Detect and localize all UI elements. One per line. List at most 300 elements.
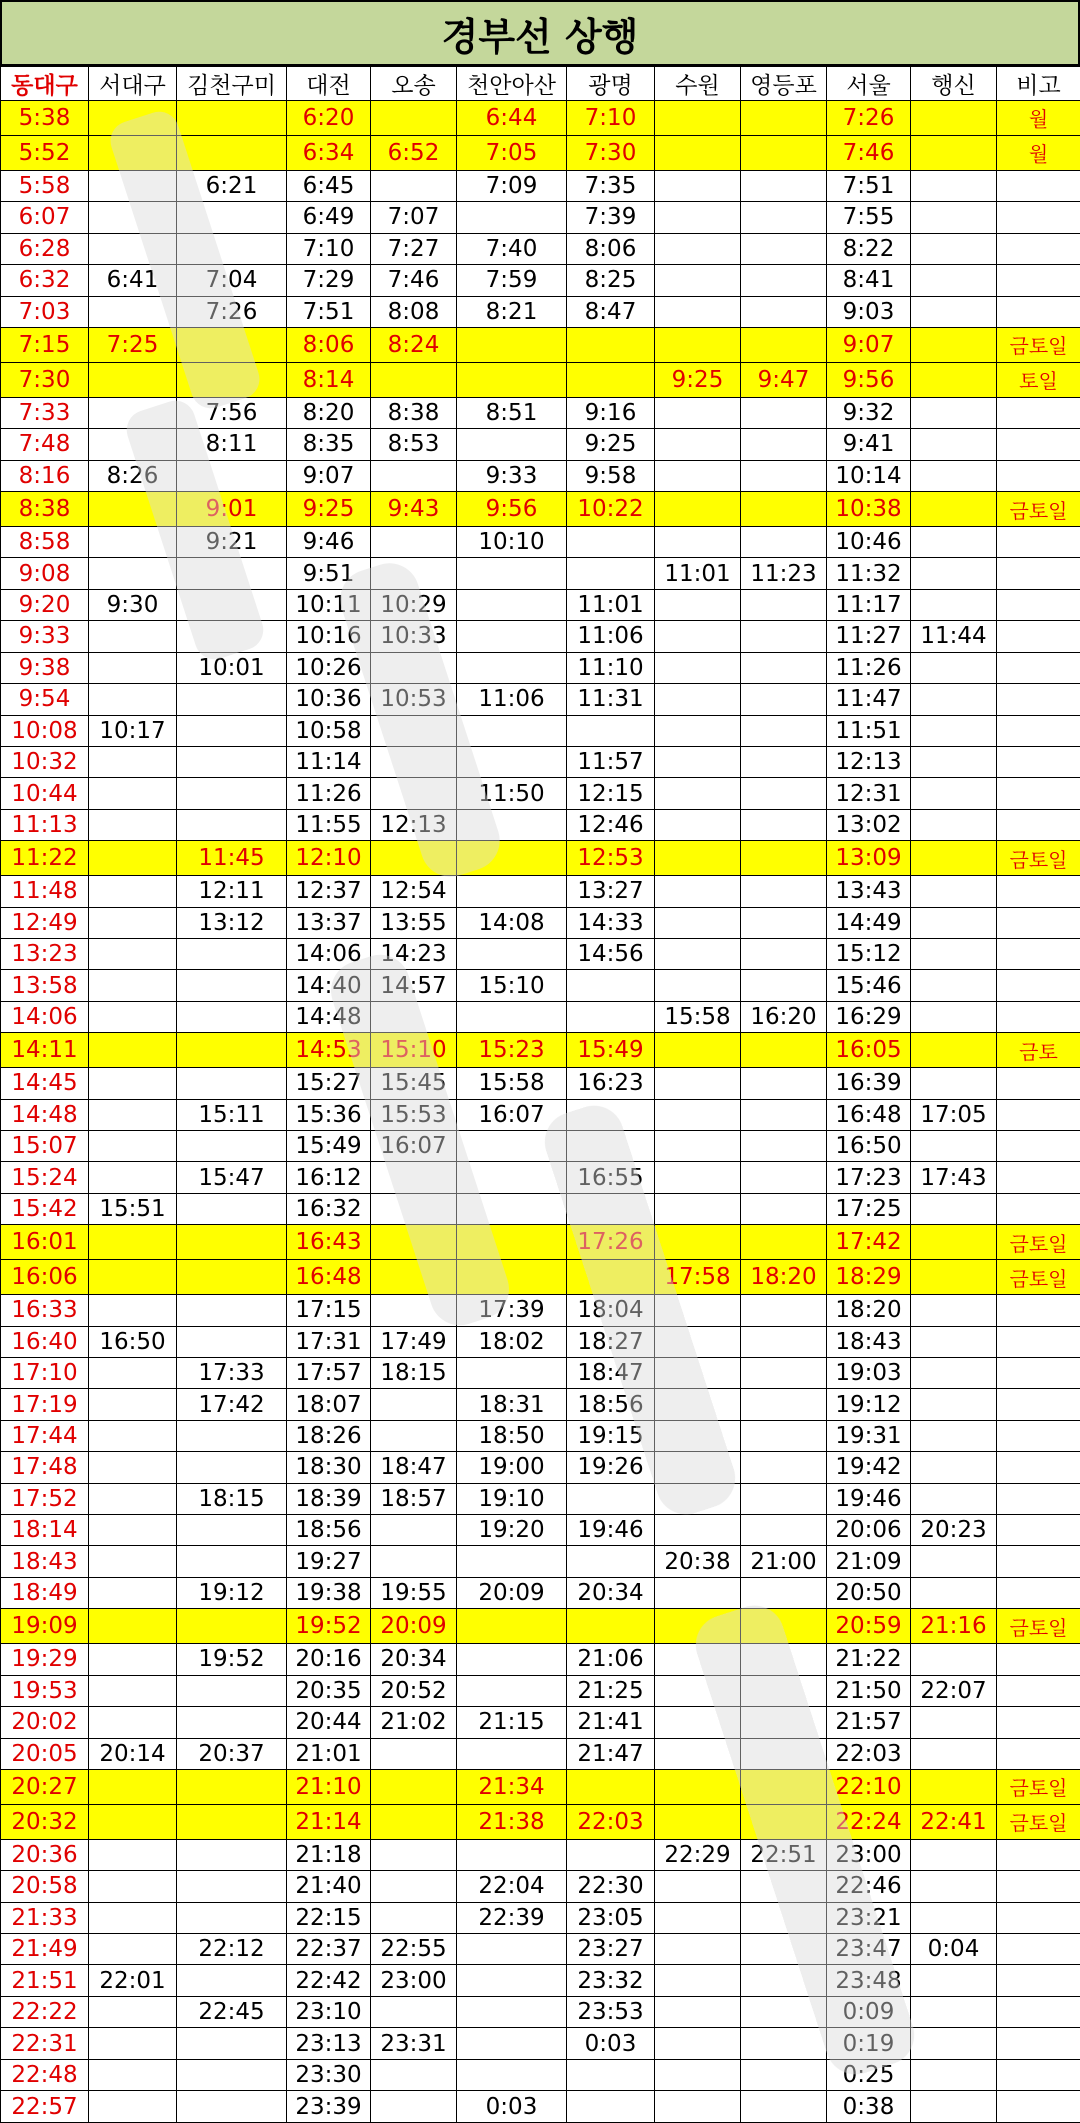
time-cell [371, 1804, 457, 1839]
table-row [1, 1934, 1080, 1965]
table-row [1, 1326, 1080, 1357]
time-cell [89, 429, 177, 460]
time-cell [457, 1965, 567, 1996]
time-cell [177, 558, 287, 589]
table-row [1, 1965, 1080, 1996]
time-cell: 23:10 [287, 1996, 371, 2027]
time-cell [371, 170, 457, 201]
note-cell: 월 [997, 135, 1080, 170]
time-cell [177, 135, 287, 170]
time-cell: 15:12 [827, 938, 911, 969]
time-cell [655, 1934, 741, 1965]
time-cell: 16:23 [567, 1068, 655, 1099]
time-cell [911, 233, 997, 264]
note-cell: 금토일 [997, 327, 1080, 362]
time-cell [89, 1099, 177, 1130]
time-cell: 9:30 [89, 589, 177, 620]
table-row [1, 526, 1080, 557]
time-cell: 11:01 [567, 589, 655, 620]
time-cell [89, 1871, 177, 1902]
time-cell [911, 2059, 997, 2090]
time-cell: 8:41 [827, 265, 911, 296]
time-cell: 17:31 [287, 1326, 371, 1357]
time-cell: 22:31 [1, 2028, 89, 2059]
time-cell: 10:11 [287, 589, 371, 620]
time-cell [741, 1965, 827, 1996]
time-cell: 9:51 [287, 558, 371, 589]
time-cell [655, 746, 741, 777]
time-cell: 10:53 [371, 684, 457, 715]
time-cell [177, 1260, 287, 1295]
table-row [1, 1871, 1080, 1902]
time-cell: 8:06 [287, 327, 371, 362]
time-cell [89, 621, 177, 652]
time-cell [741, 1033, 827, 1068]
time-cell: 8:11 [177, 429, 287, 460]
time-cell: 22:41 [911, 1804, 997, 1839]
time-cell [177, 233, 287, 264]
time-cell: 19:12 [177, 1577, 287, 1608]
table-row [1, 1389, 1080, 1420]
note-cell [997, 809, 1080, 840]
time-cell [89, 1131, 177, 1162]
table-row [1, 2091, 1080, 2123]
time-cell [89, 1804, 177, 1839]
time-cell: 22:55 [371, 1934, 457, 1965]
time-cell [741, 1099, 827, 1130]
time-cell: 12:31 [827, 778, 911, 809]
table-row [1, 1162, 1080, 1193]
time-cell: 9:47 [741, 362, 827, 397]
time-cell: 23:13 [287, 2028, 371, 2059]
time-cell [457, 589, 567, 620]
time-cell: 21:38 [457, 1804, 567, 1839]
time-cell: 15:58 [655, 1001, 741, 1032]
time-cell: 9:41 [827, 429, 911, 460]
time-cell: 6:21 [177, 170, 287, 201]
column-header: 광명 [567, 67, 655, 101]
time-cell: 22:03 [567, 1804, 655, 1839]
time-cell [89, 1644, 177, 1675]
time-cell: 22:51 [741, 1839, 827, 1870]
time-cell: 19:46 [827, 1483, 911, 1514]
time-cell [655, 1452, 741, 1483]
time-cell: 17:15 [287, 1295, 371, 1326]
note-cell [997, 460, 1080, 491]
time-cell [741, 876, 827, 907]
time-cell [655, 970, 741, 1001]
table-row [1, 429, 1080, 460]
time-cell: 18:49 [1, 1577, 89, 1608]
time-cell: 11:13 [1, 809, 89, 840]
time-cell: 6:52 [371, 135, 457, 170]
time-cell: 12:49 [1, 907, 89, 938]
time-cell: 21:15 [457, 1707, 567, 1738]
time-cell: 9:43 [371, 492, 457, 527]
time-cell: 13:09 [827, 841, 911, 876]
time-cell [89, 362, 177, 397]
time-cell: 11:14 [287, 746, 371, 777]
table-row [1, 1483, 1080, 1514]
time-cell: 19:52 [287, 1609, 371, 1644]
time-cell [655, 1389, 741, 1420]
time-cell: 18:57 [371, 1483, 457, 1514]
time-cell: 6:34 [287, 135, 371, 170]
time-cell [457, 938, 567, 969]
time-cell [741, 2059, 827, 2090]
note-cell [997, 1001, 1080, 1032]
table-row [1, 746, 1080, 777]
time-cell: 10:29 [371, 589, 457, 620]
time-cell [655, 1644, 741, 1675]
time-cell [911, 907, 997, 938]
time-cell [89, 1260, 177, 1295]
time-cell: 22:48 [1, 2059, 89, 2090]
time-cell: 15:45 [371, 1068, 457, 1099]
time-cell: 18:47 [567, 1357, 655, 1388]
time-cell [911, 2028, 997, 2059]
time-cell [89, 938, 177, 969]
time-cell: 13:55 [371, 907, 457, 938]
time-cell: 7:55 [827, 202, 911, 233]
time-cell: 10:44 [1, 778, 89, 809]
time-cell: 11:26 [287, 778, 371, 809]
time-cell [457, 1644, 567, 1675]
time-cell: 16:06 [1, 1260, 89, 1295]
time-cell [457, 1546, 567, 1577]
time-cell: 16:50 [827, 1131, 911, 1162]
time-cell [89, 397, 177, 428]
time-cell: 21:47 [567, 1738, 655, 1769]
time-cell [655, 2091, 741, 2123]
time-cell: 21:06 [567, 1644, 655, 1675]
note-cell [997, 589, 1080, 620]
note-cell [997, 1707, 1080, 1738]
time-cell [911, 1483, 997, 1514]
time-cell [457, 1357, 567, 1388]
time-cell: 14:40 [287, 970, 371, 1001]
time-cell: 8:14 [287, 362, 371, 397]
time-cell [741, 1225, 827, 1260]
time-cell: 18:43 [827, 1326, 911, 1357]
time-cell: 23:47 [827, 1934, 911, 1965]
time-cell [911, 746, 997, 777]
time-cell [911, 684, 997, 715]
time-cell [655, 429, 741, 460]
time-cell [567, 1001, 655, 1032]
time-cell [655, 715, 741, 746]
table-row [1, 558, 1080, 589]
table-row [1, 1902, 1080, 1933]
time-cell [741, 715, 827, 746]
time-cell [457, 1225, 567, 1260]
time-cell: 16:05 [827, 1033, 911, 1068]
table-row [1, 1546, 1080, 1577]
time-cell [741, 1420, 827, 1451]
time-cell [655, 652, 741, 683]
time-cell [741, 938, 827, 969]
note-cell: 금토일 [997, 1769, 1080, 1804]
time-cell: 8:38 [371, 397, 457, 428]
time-cell [911, 170, 997, 201]
time-cell [655, 1068, 741, 1099]
table-row [1, 233, 1080, 264]
time-cell [741, 809, 827, 840]
column-header: 김천구미 [177, 67, 287, 101]
time-cell [457, 2059, 567, 2090]
time-cell [371, 1162, 457, 1193]
time-cell [371, 2091, 457, 2123]
time-cell: 18:43 [1, 1546, 89, 1577]
time-cell [741, 1577, 827, 1608]
time-cell: 8:24 [371, 327, 457, 362]
time-cell: 6:49 [287, 202, 371, 233]
table-row [1, 841, 1080, 876]
time-cell [741, 1452, 827, 1483]
time-cell: 7:30 [1, 362, 89, 397]
time-cell [89, 1902, 177, 1933]
time-cell [89, 1033, 177, 1068]
time-cell: 10:01 [177, 652, 287, 683]
table-row [1, 652, 1080, 683]
time-cell: 7:51 [827, 170, 911, 201]
time-cell [655, 327, 741, 362]
time-cell [655, 202, 741, 233]
time-cell: 18:20 [827, 1295, 911, 1326]
time-cell [89, 1675, 177, 1706]
time-cell: 14:57 [371, 970, 457, 1001]
time-cell [177, 589, 287, 620]
table-row [1, 1193, 1080, 1224]
time-cell [89, 1609, 177, 1644]
time-cell [371, 1769, 457, 1804]
time-cell: 14:06 [1, 1001, 89, 1032]
time-cell: 18:31 [457, 1389, 567, 1420]
time-cell [177, 1326, 287, 1357]
time-cell [457, 1839, 567, 1870]
time-cell [89, 907, 177, 938]
note-cell [997, 2028, 1080, 2059]
time-cell [457, 1675, 567, 1706]
table-row [1, 1609, 1080, 1644]
time-cell: 21:33 [1, 1902, 89, 1933]
time-cell [89, 170, 177, 201]
time-cell [371, 1996, 457, 2027]
time-cell: 17:52 [1, 1483, 89, 1514]
time-cell: 11:48 [1, 876, 89, 907]
note-cell [997, 526, 1080, 557]
time-cell [655, 1483, 741, 1514]
column-header: 비고 [997, 67, 1080, 101]
time-cell [655, 589, 741, 620]
time-cell: 23:32 [567, 1965, 655, 1996]
note-cell [997, 2059, 1080, 2090]
time-cell: 20:37 [177, 1738, 287, 1769]
time-cell [741, 746, 827, 777]
note-cell [997, 907, 1080, 938]
time-cell: 20:38 [655, 1546, 741, 1577]
time-cell: 7:04 [177, 265, 287, 296]
time-cell [741, 492, 827, 527]
time-cell [741, 397, 827, 428]
time-cell: 20:50 [827, 1577, 911, 1608]
table-row [1, 2028, 1080, 2059]
time-cell [457, 1609, 567, 1644]
note-cell [997, 1131, 1080, 1162]
column-header: 오송 [371, 67, 457, 101]
table-row [1, 101, 1080, 136]
time-cell: 11:26 [827, 652, 911, 683]
time-cell [177, 2028, 287, 2059]
time-cell: 9:08 [1, 558, 89, 589]
time-cell [371, 1225, 457, 1260]
table-row [1, 492, 1080, 527]
time-cell: 17:39 [457, 1295, 567, 1326]
time-cell: 13:58 [1, 970, 89, 1001]
note-cell [997, 170, 1080, 201]
time-cell [655, 684, 741, 715]
time-cell: 7:05 [457, 135, 567, 170]
time-cell: 16:20 [741, 1001, 827, 1032]
time-cell: 20:34 [371, 1644, 457, 1675]
time-cell: 19:20 [457, 1515, 567, 1546]
time-cell [911, 397, 997, 428]
time-cell: 22:46 [827, 1871, 911, 1902]
time-cell: 15:53 [371, 1099, 457, 1130]
time-cell: 10:46 [827, 526, 911, 557]
time-cell: 15:42 [1, 1193, 89, 1224]
note-cell [997, 1515, 1080, 1546]
time-cell [371, 1001, 457, 1032]
time-cell: 20:58 [1, 1871, 89, 1902]
time-cell: 14:06 [287, 938, 371, 969]
time-cell [741, 327, 827, 362]
time-cell [911, 938, 997, 969]
time-cell: 12:11 [177, 876, 287, 907]
time-cell: 8:06 [567, 233, 655, 264]
time-cell: 22:01 [89, 1965, 177, 1996]
time-cell [177, 1965, 287, 1996]
time-cell [567, 1609, 655, 1644]
time-cell: 8:51 [457, 397, 567, 428]
time-cell: 19:29 [1, 1644, 89, 1675]
time-cell: 14:49 [827, 907, 911, 938]
time-cell [911, 1965, 997, 1996]
time-cell [177, 1902, 287, 1933]
time-cell [457, 621, 567, 652]
note-cell [997, 746, 1080, 777]
time-cell [89, 652, 177, 683]
time-cell [655, 876, 741, 907]
time-cell [741, 233, 827, 264]
time-cell [89, 202, 177, 233]
time-cell: 22:12 [177, 1934, 287, 1965]
table-row [1, 970, 1080, 1001]
time-cell [177, 202, 287, 233]
time-cell: 18:07 [287, 1389, 371, 1420]
time-cell [741, 1326, 827, 1357]
time-cell: 15:51 [89, 1193, 177, 1224]
time-cell [371, 1389, 457, 1420]
time-cell [457, 1162, 567, 1193]
note-cell [997, 1193, 1080, 1224]
time-cell [371, 1546, 457, 1577]
time-cell [741, 1162, 827, 1193]
time-cell: 20:59 [827, 1609, 911, 1644]
column-header: 행신 [911, 67, 997, 101]
time-cell: 18:27 [567, 1326, 655, 1357]
time-cell [911, 1295, 997, 1326]
time-cell [177, 1707, 287, 1738]
time-cell [89, 1996, 177, 2027]
time-cell: 16:39 [827, 1068, 911, 1099]
time-cell [89, 746, 177, 777]
time-cell [911, 778, 997, 809]
time-cell [457, 876, 567, 907]
time-cell [911, 362, 997, 397]
time-cell: 18:14 [1, 1515, 89, 1546]
time-cell: 10:08 [1, 715, 89, 746]
time-cell [89, 2091, 177, 2123]
time-cell [655, 526, 741, 557]
time-cell [655, 2059, 741, 2090]
time-cell: 17:25 [827, 1193, 911, 1224]
note-cell [997, 1965, 1080, 1996]
time-cell [655, 1804, 741, 1839]
time-cell: 20:35 [287, 1675, 371, 1706]
table-row [1, 1225, 1080, 1260]
time-cell [911, 1839, 997, 1870]
time-cell: 17:57 [287, 1357, 371, 1388]
time-cell: 23:00 [371, 1965, 457, 1996]
time-cell [741, 1193, 827, 1224]
time-cell [89, 1357, 177, 1388]
time-cell: 9:33 [457, 460, 567, 491]
table-row [1, 1707, 1080, 1738]
time-cell: 7:30 [567, 135, 655, 170]
time-cell: 15:58 [457, 1068, 567, 1099]
time-cell: 16:50 [89, 1326, 177, 1357]
table-row [1, 1131, 1080, 1162]
time-cell: 20:16 [287, 1644, 371, 1675]
time-cell: 9:25 [655, 362, 741, 397]
time-cell [911, 429, 997, 460]
note-cell [997, 938, 1080, 969]
time-cell: 18:39 [287, 1483, 371, 1514]
time-cell: 16:40 [1, 1326, 89, 1357]
time-cell [655, 135, 741, 170]
time-cell [911, 1996, 997, 2027]
time-cell [655, 170, 741, 201]
time-cell [177, 1420, 287, 1451]
time-cell: 19:00 [457, 1452, 567, 1483]
time-cell: 7:15 [1, 327, 89, 362]
time-cell [741, 429, 827, 460]
time-cell [371, 1295, 457, 1326]
time-cell: 5:58 [1, 170, 89, 201]
table-row [1, 1357, 1080, 1388]
time-cell [567, 526, 655, 557]
time-cell [177, 2059, 287, 2090]
time-cell [371, 1193, 457, 1224]
time-cell: 8:16 [1, 460, 89, 491]
time-cell: 14:33 [567, 907, 655, 938]
time-cell [911, 1546, 997, 1577]
time-cell [567, 715, 655, 746]
time-cell [655, 1099, 741, 1130]
time-cell [911, 970, 997, 1001]
time-cell [177, 970, 287, 1001]
